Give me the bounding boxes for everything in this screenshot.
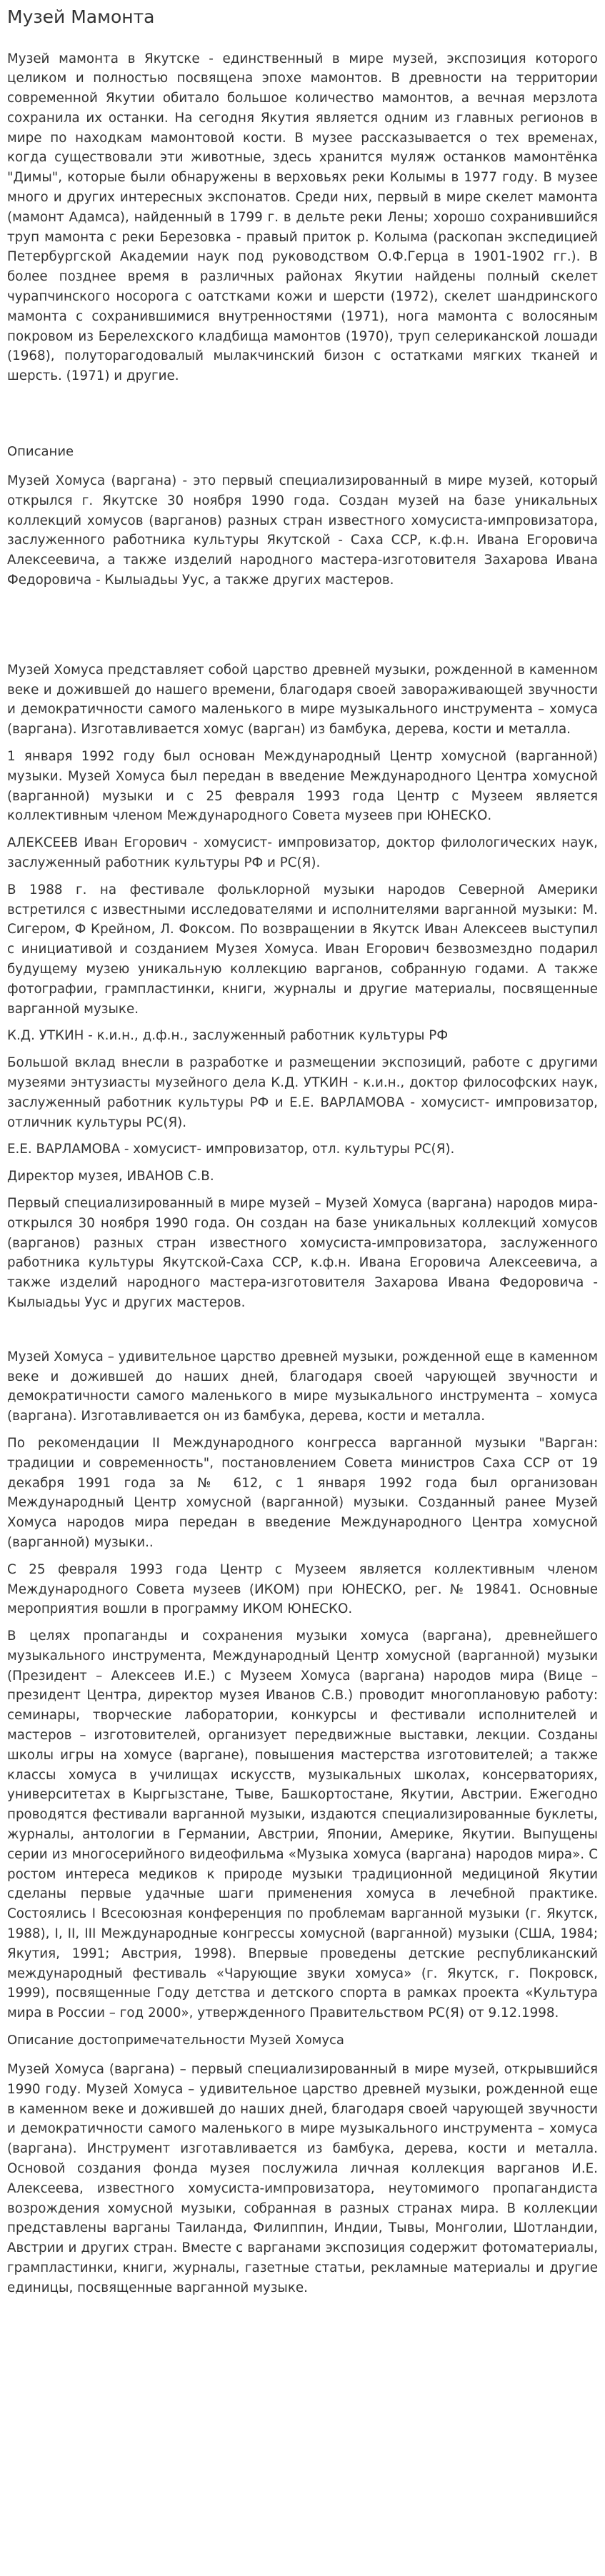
body-paragraph: Большой вклад внесли в разработке и размещении экспозиций, работе с другими музеями энтузиасты музейного дела К.Д. УТКИН - к.и.н., доктор философских наук, заслуженный работник культуры РФ и Е.Е. ВАРЛАМОВА - хомусист- импровизатор, отличник культуры РС(Я). (7, 1055, 598, 1130)
body-paragraph: Музей Хомуса представляет собой царство древней музыки, рожденной в каменном веке и дожившей до нашего времени, благодаря своей завораживающей звучности и демократичности самого маленького в мире музыкального инструмента – хомуса (варгана). Изготавливается хомус (варган) из бамбука, дерева, кости и металла. (7, 662, 598, 738)
spacer (7, 646, 598, 660)
body-paragraph: С 25 февраля 1993 года Центр с Музеем является коллективным членом Международного Совета музеев (ИКОМ) при ЮНЕСКО, рег. № 19841. Основные мероприятия вошли в программу ИКОМ ЮНЕСКО. (7, 1561, 598, 1617)
body-paragraph: Музей Хомуса – удивительное царство древней музыки, рожденной еще в каменном веке и дожившей до наших дней, благодаря своей чарующей звучности и демократичности самого маленького в мире музыкального инструмента – хомуса (варгана). Изготавливается он из бамбука, дерева, кости и металла. (7, 1349, 598, 1424)
description-heading: Описание (7, 444, 74, 460)
body-paragraph: Е.Е. ВАРЛАМОВА - хомусист- импровизатор, отл. культуры РС(Я). (7, 1142, 455, 1157)
body-paragraph: 1 января 1992 году был основан Международный Центр хомусной (варганной) музыки. Музей Хомуса был передан в введение Международного Центра хомусной (варганной) музыки и с 25 февраля 1993 года Центр с Музеем является коллективным членом Международного Совета музеев при ЮНЕСКО. (7, 749, 598, 824)
intro-paragraph: Музей мамонта в Якутске - единственный в мире музей, экспозиция которого целиком и полностью посвящена эпохе мамонтов. В древности на территории современной Якутии обитало большое количество мамонтов, а вечная мерзлота сохранила их останки. На сегодня Якутия является одним из главных регионов в мире по находкам мамонтовой кости. В музее рассказывается о тех временах, когда существовали эти животные, здесь хранится муляж останков мамонтёнка "Димы", которые были обнаружены в верховьях реки Колымы в 1977 году. В музее много и других интересных экспонатов. Среди них, первый в мире скелет мамонта (мамонт Адамса), найденный в 1799 г. в дельте реки Лены; хорошо сохранившийся труп мамонта с реки Березовка - правый приток р. Колыма (раскопан экспедицией Петербургской Академии наук под руководством О.Ф.Герца в 1901-1902 гг.). В более позднее время в различных районах Якутии найдены полный скелет чурапчинского носорога с оатстками кожи и шерсти (1972), скелет шандринского мамонта с сохранившимися внутренностями (1971), нога мамонта с волосяным покровом из Берелехского кладбища мамонтов (1970), труп селериканской лошади (1968), полуторагодовалый мылакчинский бизон с остатками мягких тканей и шерсть. (1971) и другие. (7, 51, 598, 384)
body-paragraph: В целях пропаганды и сохранения музыки хомуса (варгана), древнейшего музыкального инструмента, Международный Центр хомусной (варганной) музыки (Президент – Алексеев И.Е.) с Музеем Хомуса (варгана) народов мира (Вице – президент Центра, директор музея Иванов С.В.) проводит многоплановую работу: семинары, творческие лаборатории, конкурсы и фестивали исполнителей и мастеров – изготовителей, организует передвижные выставки, лекции. Созданы школы игры на хомусе (варгане), повышения мастерства изготовителей; а также классы хомуса в училищах искусств, музыкальных школах, консерваториях, университетах в Кыргызстане, Тыве, Башкортостане, Якутии, Австрии. Ежегодно проводятся фестивали варганной музыки, издаются специализированные буклеты, журналы, антологии в Германии, Австрии, Японии, Америке, Якутии. Выпущены серии из многосерийного видеофильма «Музыка хомуса (варгана) народов мира». С ростом интереса медиков к природе музыки традиционной медициной Якутии сделаны первые удачные шаги применения хомуса в лечебной практике. Состоялись I Всесоюзная конференция по проблемам варганной музыки (г. Якутск, 1988), I, II, III Международные конгрессы хомусной (варганной) музыки (США, 1984; Якутия, 1991; Австрия, 1998). Впервые проведены детские республиканский международный фестиваль «Чарующие звуки хомуса» (г. Якутск, г. Покровск, 1999), посвященные Году детства и детского спорта в рамках проекта «Культура мира в России – год 2000», утвержденного Правительством РС(Я) от 9.12.1998. (7, 1629, 598, 2021)
paragraph-group-b (7, 1347, 598, 2023)
body-paragraph: АЛЕКСЕЕВ Иван Егорович - хомусист- импровизатор, доктор филологических наук, заслуженный работник культуры РФ и РС(Я). (7, 835, 598, 870)
body-paragraph: По рекомендации II Международного конгресса варганной музыки "Варган: традиции и современность", постановлением Совета министров Саха ССР от 19 декабря 1991 года за № 612, с 1 января 1992 года был организован Международный Центр хомусной (варганной) музыки. Созданный ранее Музей Хомуса народов мира передан в введение Международного Центра хомусной (варганной) музыки.. (7, 1435, 598, 1550)
spacer (7, 598, 598, 646)
attractions-heading: Описание достопримечательности Музей Хомуса (7, 2033, 344, 2048)
body-paragraph: Директор музея, ИВАНОВ С.В. (7, 1169, 214, 1184)
spacer (7, 1320, 598, 1347)
page-title: Музей Мамонта (7, 6, 155, 27)
spacer (7, 393, 598, 442)
body-paragraph: Первый специализированный в мире музей – Музей Хомуса (варгана) народов мира- открылся 30 ноября 1990 года. Он создан на базе уникальных коллекций хомусов (варганов) разных стран известного хомусиста-импровизатора, заслуженного работника культуры Якутской-Саха ССР, к.ф.н. Ивана Егоровича Алексеевича, а также изделий народного мастера-изготовителя Захарова Ивана Федоровича - Кылыадьы Уус и других мастеров. (7, 1195, 598, 1310)
body-paragraph: К.Д. УТКИН - к.и.н., д.ф.н., заслуженный работник культуры РФ (7, 1028, 449, 1044)
paragraph-group-a (7, 660, 598, 1313)
attractions-paragraph: Музей Хомуса (варгана) – первый специализированный в мире музей, открывшийся 1990 году. Музей Хомуса – удивительное царство древней музыки, рожденной еще в каменном веке и дожившей до наших дней, благодаря своей чарующей звучности и демократичности самого маленького в мире музыкального инструмента – хомуса (варгана). Инструмент изготавливается из бамбука, дерева, кости и металла. Основой создания фонда музея послужила личная коллекция варганов И.Е. Алексеева, известного хомусиста-импровизатора, неутомимого пропагандиста возрождения хомусной музыки, собранная в разных странах мира. В коллекции представлены варганы Таиланда, Филиппин, Индии, Тывы, Монголии, Шотландии, Австрии и других стран. Вместе с варганами экспозиция содержит фотоматериалы, грампластинки, книги, журналы, газетные статьи, рекламные материалы и другие единицы, посвященные варганной музыке. (7, 2062, 598, 2295)
description-paragraph: Музей Хомуса (варгана) - это первый специализированный в мире музей, который открылся г. Якутске 30 ноября 1990 года. Создан музей на базе уникальных коллекций хомусов (варганов) разных стран известного хомусиста-импровизатора, заслуженного работника культуры Якутской - Саха ССР, к.ф.н. Ивана Егоровича Алексеевича, а также изделий народного мастера-изготовителя Захарова Ивана Федоровича - Кылыадьы Уус, а также других мастеров. (7, 473, 598, 588)
body-paragraph: В 1988 г. на фестивале фольклорной музыки народов Северной Америки встретился с известными исследователями и исполнителями варганной музыки: М. Сигером, Ф Крейном, Л. Фоксом. По возвращении в Якутск Иван Алексеев выступил с инициативой и созданием Музея Хомуса. Иван Егорович безвозмездно подарил будущему музею уникальную коллекцию варганов, собранную годами. А также фотографии, грампластинки, книги, журналы и другие материалы, посвященные варганной музыке. (7, 882, 598, 1017)
